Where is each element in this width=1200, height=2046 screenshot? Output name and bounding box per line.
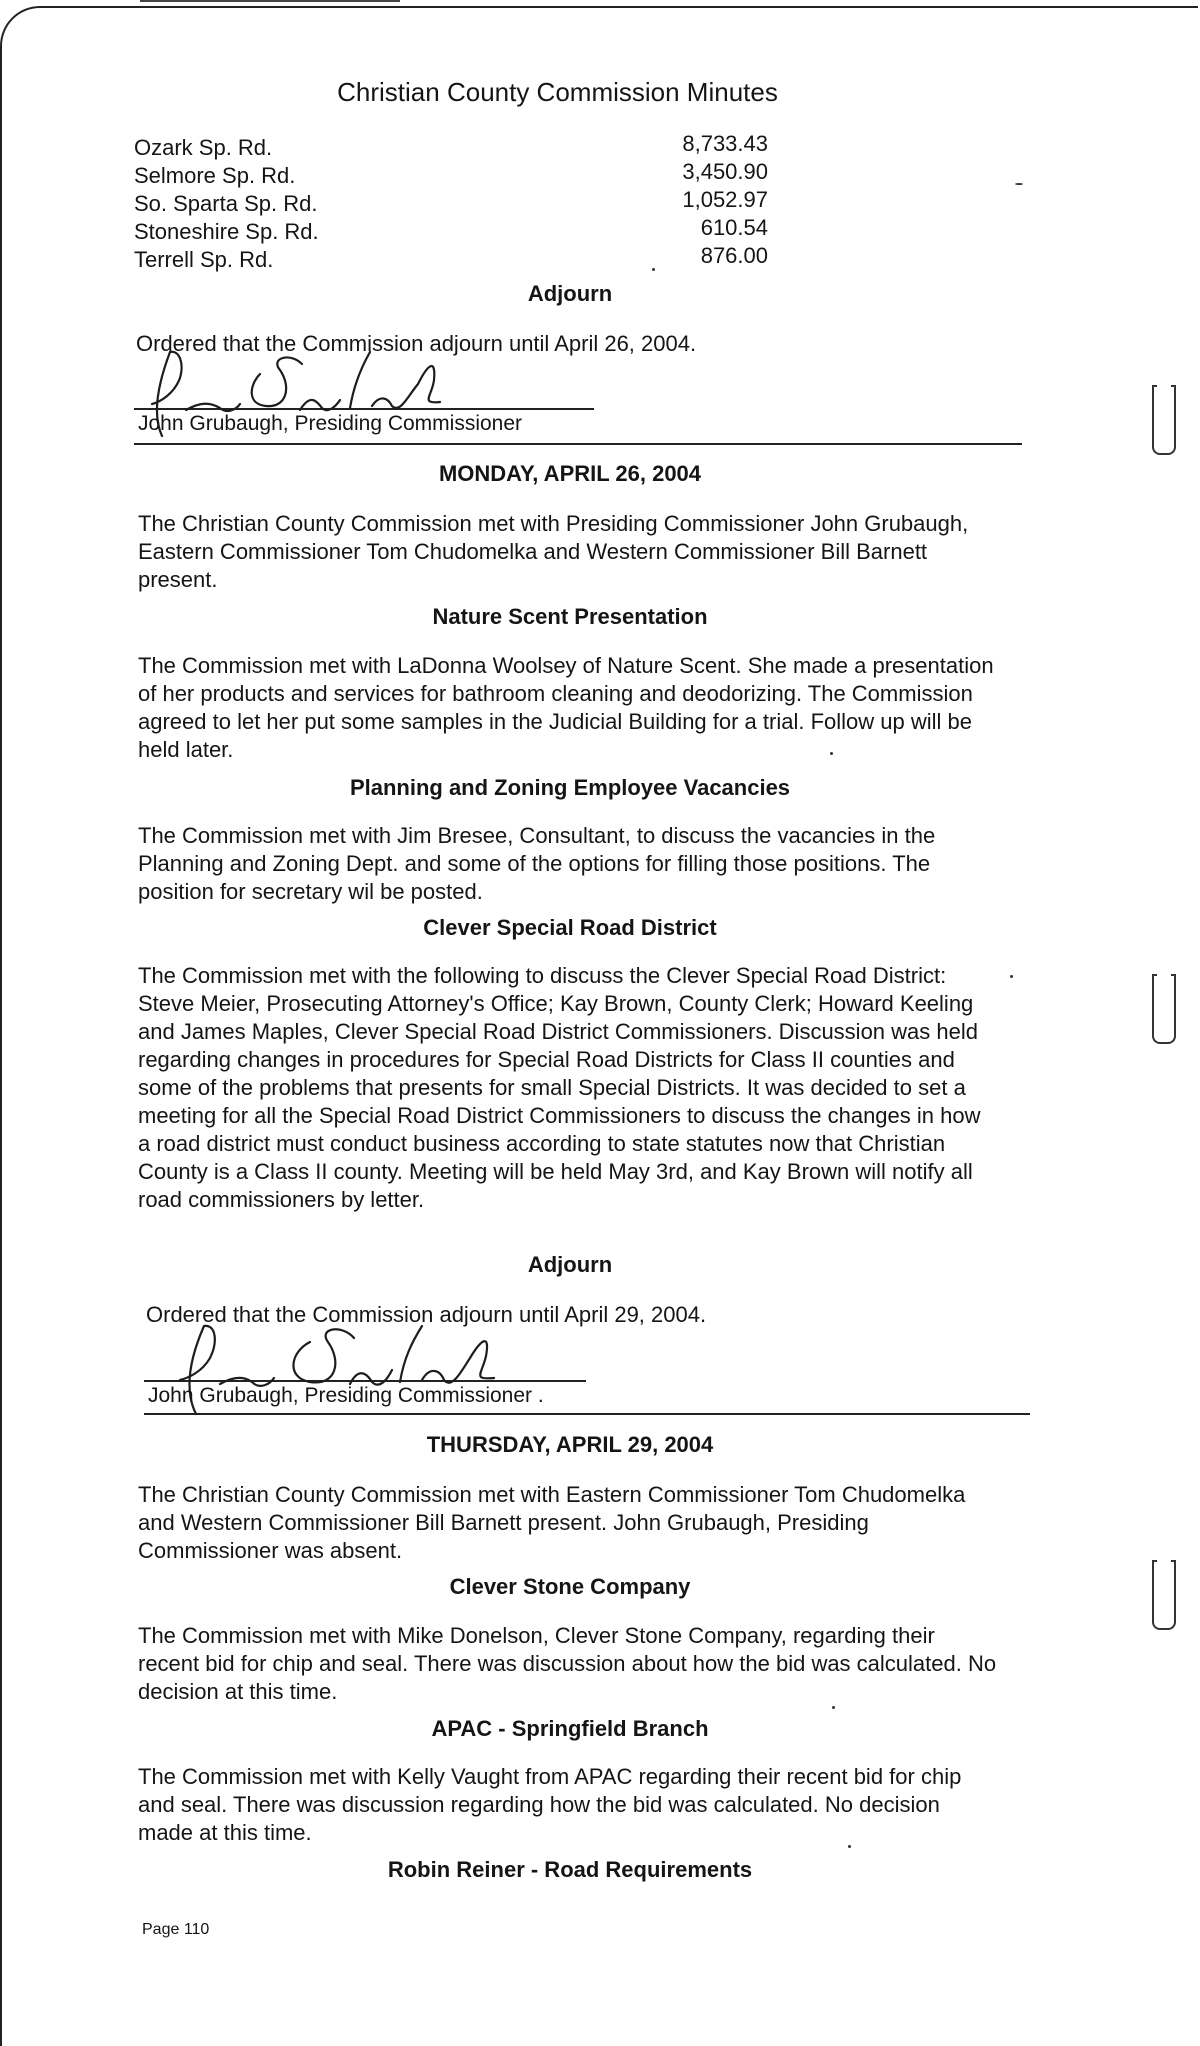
section-heading: Nature Scent Presentation [432, 604, 708, 629]
date-heading: THURSDAY, APRIL 29, 2004 [426, 1432, 714, 1457]
margin-bracket [1152, 385, 1176, 455]
scan-speck [1015, 183, 1023, 185]
road-district-amount: 876.00 [700, 243, 768, 268]
road-district-name: Selmore Sp. Rd. [134, 163, 296, 188]
margin-bracket [1152, 1560, 1176, 1630]
page-number: Page 110 [142, 1921, 210, 1938]
signature-caption: John Grubaugh, Presiding Commissioner . [148, 1384, 544, 1407]
road-district-name: Ozark Sp. Rd. [134, 135, 273, 160]
scan-speck [652, 268, 655, 271]
section-divider [134, 443, 1022, 445]
adjourn-heading: Adjourn [527, 1252, 613, 1277]
road-district-name: Terrell Sp. Rd. [134, 247, 274, 272]
attendance-paragraph: The Christian County Commission met with Eastern Commissioner Tom Chudomelka and Western Commissioner Bill Barnett present. John Grubaugh, Presiding Commissioner was absent. [138, 1482, 966, 1563]
road-district-name: So. Sparta Sp. Rd. [134, 191, 318, 216]
section-heading: Robin Reiner - Road Requirements [387, 1857, 753, 1882]
date-heading: MONDAY, APRIL 26, 2004 [438, 461, 702, 486]
section-paragraph: The Commission met with LaDonna Woolsey of Nature Scent. She made a presentation of her products and services for bathroom cleaning and deodorizing. The Commission agreed to let her put some samples in the Judicial Building for a trial. Follow up will be held later. [138, 653, 994, 762]
section-divider [144, 1413, 1030, 1415]
section-heading: APAC - Springfield Branch [431, 1716, 709, 1741]
section-paragraph: The Commission met with Mike Donelson, Clever Stone Company, regarding their recent bid for chip and seal. There was discussion about how the bid was calculated. No decision at this time. [138, 1623, 997, 1704]
section-heading: Clever Special Road District [423, 915, 717, 940]
scan-speck [848, 1845, 851, 1848]
section-paragraph: The Commission met with Kelly Vaught from APAC regarding their recent bid for chip and seal. There was discussion regarding how the bid was calculated. No decision made at this time. [138, 1764, 962, 1845]
road-district-amount: 1,052.97 [682, 187, 768, 212]
scan-speck [832, 1706, 835, 1709]
section-heading: Clever Stone Company [449, 1574, 691, 1599]
scan-speck [1010, 975, 1013, 978]
adjourn-heading: Adjourn [527, 281, 613, 306]
road-district-name: Stoneshire Sp. Rd. [134, 219, 319, 244]
scan-edge-rule [140, 0, 400, 2]
margin-bracket [1152, 974, 1176, 1044]
section-heading: Planning and Zoning Employee Vacancies [349, 775, 791, 800]
document-title: Christian County Commission Minutes [337, 77, 778, 107]
road-district-amount: 8,733.43 [682, 131, 768, 156]
section-paragraph: The Commission met with Jim Bresee, Consultant, to discuss the vacancies in the Planning and Zoning Dept. and some of the options for filling those positions. The position for secretary wil be posted. [138, 823, 936, 904]
road-district-amount: 610.54 [700, 215, 768, 240]
signature-caption: John Grubaugh, Presiding Commissioner [138, 412, 523, 435]
road-district-amount: 3,450.90 [682, 159, 768, 184]
section-paragraph: The Commission met with the following to discuss the Clever Special Road District: Steve Meier, Prosecuting Attorney's Office; Kay Brown, County Clerk; Howard Keeling and James Maples, Clever Special Road District Commissioners. Discussion was held regarding changes in procedures for Special Road Districts for Class II counties and some of the problems that presents for small Special Districts. It was decided to set a meeting for all the Special Road District Commissioners to discuss the changes in how a road district must conduct business according to state statutes now that Christian County is a Class II county. Meeting will be held May 3rd, and Kay Brown will notify all road commissioners by letter. [138, 963, 981, 1212]
scan-speck [830, 752, 833, 755]
attendance-paragraph: The Christian County Commission met with Presiding Commissioner John Grubaugh, Eastern Commissioner Tom Chudomelka and Western Commissioner Bill Barnett present. [138, 511, 969, 592]
adjourn-order-text: Ordered that the Commission adjourn until April 29, 2004. [146, 1302, 707, 1327]
adjourn-order-text: Ordered that the Commission adjourn until April 26, 2004. [136, 331, 697, 356]
